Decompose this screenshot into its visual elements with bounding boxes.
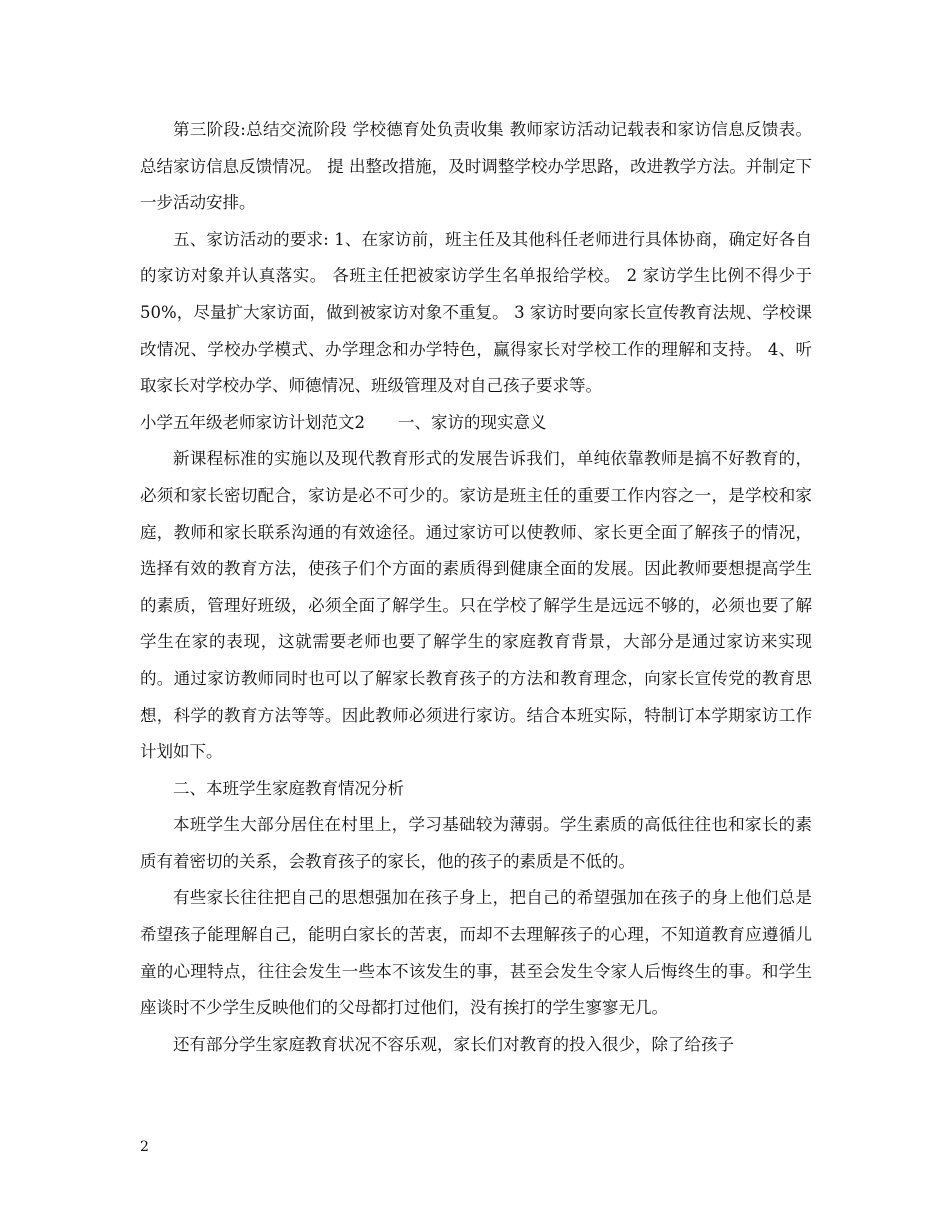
- paragraph-class-background: 本班学生大部分居住在村里上，学习基础较为薄弱。学生素质的高低往往也和家长的素质有着密切的关系，会教育孩子的家长，他的孩子的素质是不低的。: [140, 815, 812, 871]
- paragraph-parent-pressure: 有些家长往往把自己的思想强加在孩子身上，把自己的希望强加在孩子的身上他们总是希望孩子能理解自己，能明白家长的苦衷，而却不去理解孩子的心理，不知道教育应遵循儿童的心理特点，往往会发生一些本不该发生的事，甚至会发生令家人后悔终生的事。和学生座谈时不少学生反映他们的父母都打过他们，没有挨打的学生寥寥无几。: [140, 888, 812, 1018]
- paragraph-practical-significance: 新课程标准的实施以及现代教育形式的发展告诉我们，单纯依靠教师是搞不好教育的，必须和家长密切配合，家访是必不可少的。家访是班主任的重要工作内容之一，是学校和家庭，教师和家长联系沟通的有效途径。通过家访可以使教师、家长更全面了解孩子的情况，选择有效的教育方法，使孩子们个方面的素质得到健康全面的发展。因此教师要想提高学生的素质，管理好班级，必须全面了解学生。只在学校了解学生是远远不够的，必须也要了解学生在家的表现，这就需要老师也要了解学生的家庭教育背景，大部分是通过家访来实现的。通过家访教师同时也可以了解家长教育孩子的方法和教育理念，向家长宣传党的教育思想，科学的教育方法等等。因此教师必须进行家访。结合本班实际，特制订本学期家访工作计划如下。: [140, 449, 812, 762]
- paragraph-visit-requirements: 五、家访活动的要求: 1、在家访前，班主任及其他科任老师进行具体协商，确定好各自的家访对象并认真落实。 各班主任把被家访学生名单报给学校。 2 家访学生比例不得少于 50%，尽量扩大家访面，做到被家访对象不重复。 3 家访时要向家长宣传教育法规、学校课改情况、学校办学模式、办学理念和办学特色，赢得家长对学校工作的理解和支持。 4、听取家长对学校办学、师德情况、班级管理及对自己孩子要求等。: [140, 229, 812, 396]
- page-number: 2: [140, 1139, 149, 1155]
- paragraph-education-status: 还有部分学生家庭教育状况不容乐观，家长们对教育的投入很少，除了给孩子: [173, 1034, 734, 1054]
- document-body: [140, 112, 812, 1063]
- section-heading-sample-2: 小学五年级老师家访计划范文2 一、家访的现实意义: [140, 412, 547, 432]
- section-heading-family-analysis: 二、本班学生家庭教育情况分析: [173, 778, 404, 798]
- paragraph-stage-three: 第三阶段:总结交流阶段 学校德育处负责收集 教师家访活动记载表和家访信息反馈表。 总结家访信息反馈情况。 提 出整改措施，及时调整学校办学思路，改进教学方法。并制定下一步活动安排。: [140, 120, 812, 213]
